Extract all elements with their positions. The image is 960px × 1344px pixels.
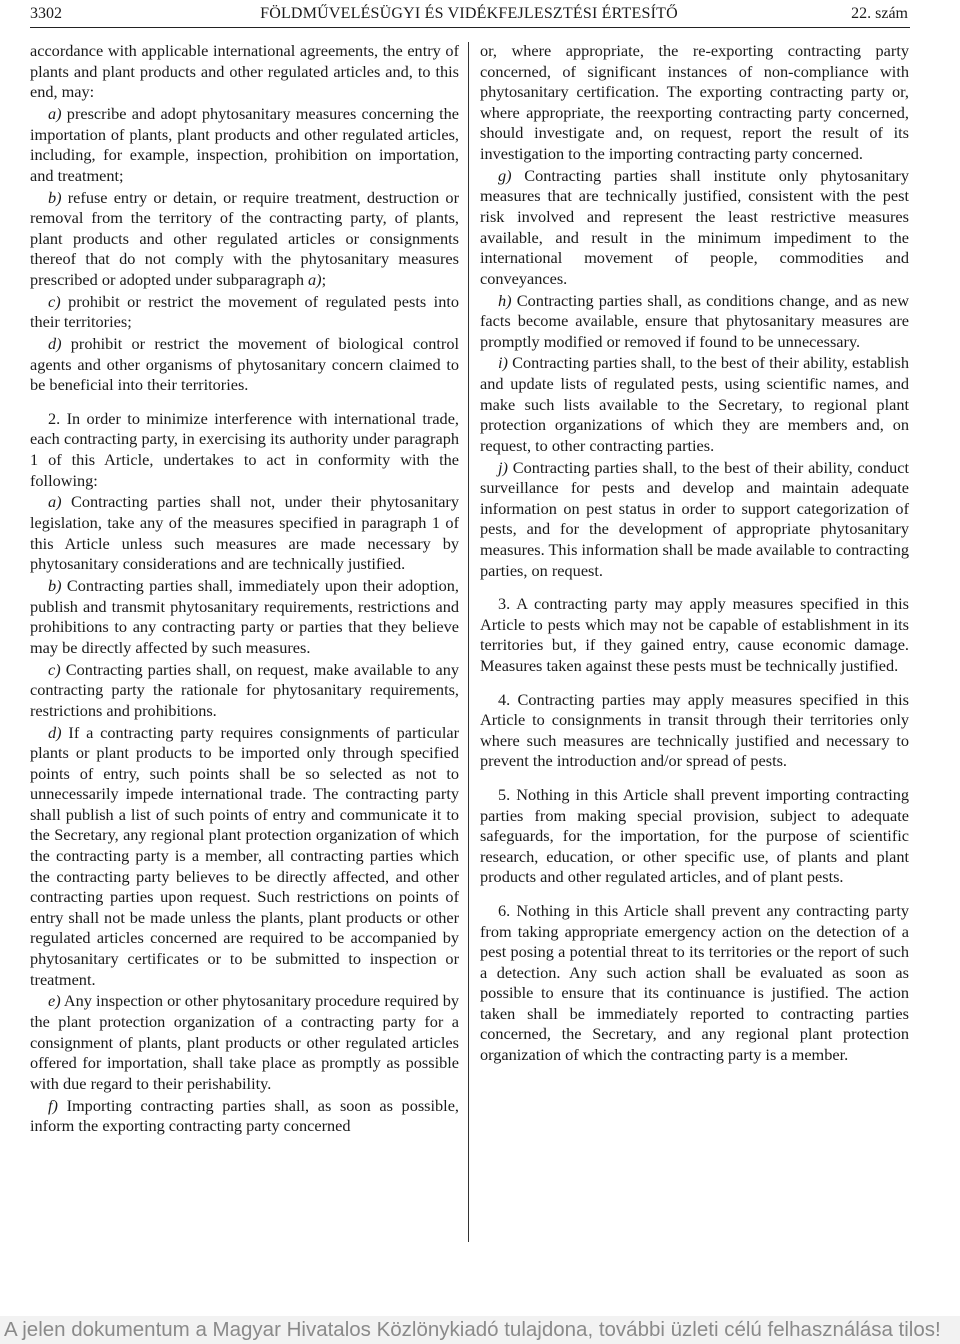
left-column — [30, 41, 459, 1138]
issue-number: 22. szám — [851, 5, 908, 22]
item-2i: i) Contracting parties shall, to the best of their ability, establish and update lists of regulated pests, using scientific names, and make such lists available to the Secretary, to regional plant protection organizations of which they are members and, on request, to other contracting parties. — [480, 353, 909, 455]
paragraph-4: 4. Contracting parties may apply measures specified in this Article to consignments in transit through their territories only where such measures are technically justified and necessary to prevent the introduction and/or spread of pests. — [480, 689, 909, 771]
paragraph-6: 6. Nothing in this Article shall prevent any contracting party from taking appropriate emergency action on the detection of a pest posing a potential threat to its territories or the report of such a detection. Any such action shall be evaluated as soon as possible to ensure that its continuance is justified. The action taken shall be immediately reported to contracting parties concerned, the Secretary, and any regional plant protection organization of which the contracting party is a member. — [480, 900, 909, 1065]
right-column — [480, 41, 909, 1067]
publication-title: FÖLDMŰVELÉSÜGYI ÉS VIDÉKFEJLESZTÉSI ÉRTESÍTŐ — [260, 5, 678, 22]
item-2c: c) Contracting parties shall, on request, make available to any contracting party the rationale for phytosanitary requirements, restrictions and prohibitions. — [30, 659, 459, 720]
item-2d: d) If a contracting party requires consignments of particular plants or plant products to be imported only through specified points of entry, such points shall be so selected as not to unnecessarily impede international trade. The contracting party shall publish a list of such points of entry and communicate it to the Secretary, any regional plant protection organization of which the contracting party is a member, all contracting parties which the contracting party believes to be directly affected, and other contracting parties upon request. Such restrictions on points of entry shall not be made unless the plants, plant products or other regulated articles concerned are required to be accompanied by phytosanitary certificates or to be submitted to inspection or treatment. — [30, 722, 459, 989]
item-1b: b) refuse entry or detain, or require treatment, destruction or removal from the territory of the contracting party, of plants, plant products and other regulated articles or consignments thereof that do not comply with the phytosanitary measures prescribed or adopted under subparagraph a); — [30, 187, 459, 289]
item-2e: e) Any inspection or other phytosanitary procedure required by the plant protection organization of a contracting party for a consignment of plants, plant products or other regulated articles offered for importation, shall take place as promptly as possible with due regard to their perishability. — [30, 991, 459, 1093]
item-2g: g) Contracting parties shall institute only phytosanitary measures that are technically justified, consistent with the pest risk involved and represent the least restrictive measures available, and result in the minimum impediment to the international movement of people, commodities and conveyances. — [480, 165, 909, 288]
item-2f: f) Importing contracting parties shall, as soon as possible, inform the exporting contracting party concerned — [30, 1095, 459, 1136]
left-intro: accordance with applicable international agreements, the entry of plants and plant products and other regulated articles and, to this end, may: — [30, 41, 459, 102]
item-1d: d) prohibit or restrict the movement of biological control agents and other organisms of phytosanitary concern claimed to be beneficial into their territories. — [30, 334, 459, 395]
column-divider — [468, 42, 469, 1242]
item-2a: a) Contracting parties shall not, under their phytosanitary legislation, take any of the measures specified in paragraph 1 of this Article unless such measures are made necessary by phytosanitary considerations and are technically justified. — [30, 492, 459, 574]
page-number: 3302 — [30, 5, 62, 22]
item-2b: b) Contracting parties shall, immediately upon their adoption, publish and transmit phytosanitary requirements, restrictions and prohibitions to any contracting party or parties that they believe may be directly affected by such measures. — [30, 575, 459, 657]
paragraph-3: 3. A contracting party may apply measures specified in this Article to pests which may not be capable of establishment in its territories but, if they gained entry, cause economic damage. Measures taken against these pests must be technically justified. — [480, 594, 909, 675]
right-continuation: or, where appropriate, the re-exporting contracting party concerned, of significant instances of non-compliance with phytosanitary certification. The exporting contracting party or, where appropriate, the reexporting contracting party concerned, should investigate and, on request, report the result of its investigation to the importing contracting party concerned. — [480, 41, 909, 163]
item-1c: c) prohibit or restrict the movement of regulated pests into their territories; — [30, 291, 459, 332]
paragraph-5: 5. Nothing in this Article shall prevent importing contracting parties from making special provision, subject to adequate safeguards, for the importation, for the purpose of scientific research, education, or other specific use, of plants and plant products and other regulated articles, and of plant pests. — [480, 784, 909, 887]
page-header — [30, 2, 908, 28]
header-rule — [30, 27, 910, 28]
item-2j: j) Contracting parties shall, to the best of their ability, conduct surveillance for pests and develop and maintain adequate information on pest status in order to support categorization of pests, and for the development of appropriate phytosanitary measures. This information shall be made available to contracting parties, on request. — [480, 457, 909, 580]
item-2h: h) Contracting parties shall, as conditions change, and as new facts become available, ensure that phytosanitary measures are promptly modified or removed if found to be unnecessary. — [480, 290, 909, 351]
item-1a: a) prescribe and adopt phytosanitary measures concerning the importation of plants, plant products and other regulated articles, including, for example, inspection, prohibition on importation, and treatment; — [30, 103, 459, 185]
paragraph-2: 2. In order to minimize interference with international trade, each contracting party, in exercising its authority under paragraph 1 of this Article, undertakes to act in conformity with the following: — [30, 408, 459, 490]
copyright-notice: A jelen dokumentum a Magyar Hivatalos Közlönykiadó tulajdona, további üzleti célú felhasználása tilos! — [0, 1316, 960, 1344]
